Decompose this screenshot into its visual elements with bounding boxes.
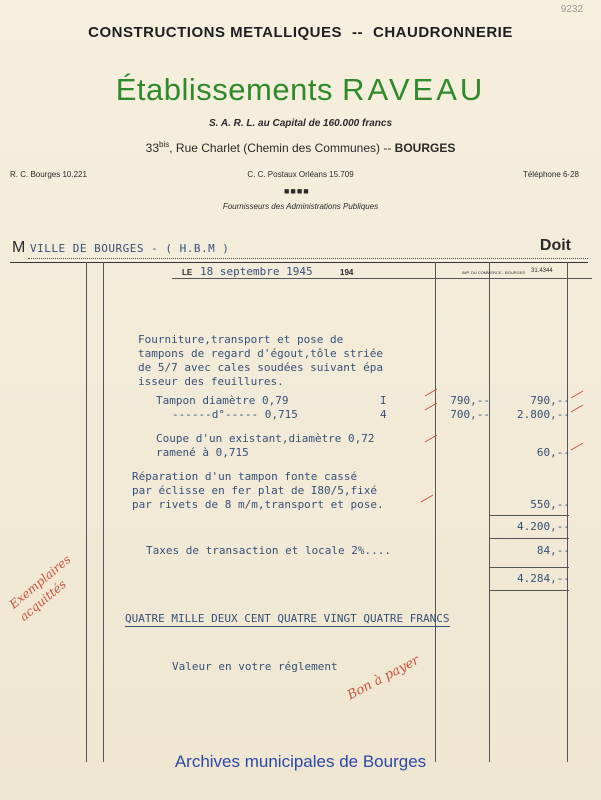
trade-register: R. C. Bourges 10.221 bbox=[10, 170, 87, 179]
telephone: Téléphone 6-28 bbox=[522, 170, 579, 179]
line2-unit-price: 700,-- bbox=[450, 408, 490, 421]
grand-total-underline bbox=[489, 590, 569, 591]
subtotal: 4.200,-- bbox=[517, 520, 570, 533]
repair-total: 550,-- bbox=[530, 498, 570, 511]
column-rule-right bbox=[567, 262, 568, 762]
valeur-note: Valeur en votre réglement bbox=[172, 660, 338, 673]
trade-separator: -- bbox=[352, 24, 364, 41]
line1-total: 790,-- bbox=[530, 394, 570, 407]
trade-boiler: CHAUDRONNERIE bbox=[373, 24, 513, 41]
date-rule bbox=[172, 278, 592, 279]
addressee-dotted-line bbox=[28, 258, 588, 259]
line1-description: Tampon diamètre 0,79 bbox=[156, 394, 289, 407]
line2-total: 2.800,-- bbox=[517, 408, 570, 421]
cut-total: 60,-- bbox=[536, 446, 570, 459]
item-intro: Fourniture,transport et pose de tampons de regard d'égout,tôle striée de 5/7 avec cales soudées suivant épa isseur des feuillures. bbox=[138, 333, 384, 388]
company-capital: S. A. R. L. au Capital de 160.000 francs bbox=[208, 118, 393, 129]
ornament-icon: ■■■■ bbox=[284, 186, 310, 196]
address-bis: bis bbox=[159, 140, 170, 149]
invoice-date: 18 septembre 1945 bbox=[200, 265, 313, 278]
address-number: 33 bbox=[145, 141, 160, 155]
handwritten-left-note: Exemplaires acquittés bbox=[6, 552, 74, 624]
table-top-rule bbox=[10, 262, 588, 263]
column-rule-left-inner bbox=[103, 262, 104, 762]
archive-corner-mark: 9232 bbox=[560, 4, 583, 15]
addressee-name: VILLE DE BOURGES - ( H.B.M ) bbox=[30, 242, 230, 255]
grand-total-rule bbox=[489, 567, 569, 568]
trade-metallic: CONSTRUCTIONS METALLIQUES bbox=[88, 24, 343, 41]
column-rule-total bbox=[489, 262, 490, 762]
tax-total: 84,-- bbox=[536, 544, 570, 557]
postal-account: C. C. Postaux Orléans 15.709 bbox=[247, 170, 354, 179]
company-prefix: Établissements bbox=[115, 72, 333, 107]
date-year-prefix: 194 bbox=[340, 268, 354, 277]
amount-in-words: QUATRE MILLE DEUX CENT QUATRE VINGT QUATRE FRANCS bbox=[125, 612, 450, 625]
tax-description: Taxes de transaction et locale 2%.... bbox=[146, 544, 392, 557]
cut-description: Coupe d'un existant,diamètre 0,72 ramené à 0,715 bbox=[156, 432, 375, 459]
column-rule-left bbox=[86, 262, 87, 762]
subtotal-rule bbox=[489, 515, 569, 516]
printer-imprint: IMP. DU COMMERCE - BOURGES bbox=[462, 270, 526, 275]
grand-total: 4.284,-- bbox=[517, 572, 570, 585]
line1-unit-price: 790,-- bbox=[450, 394, 490, 407]
supplier-note: Fournisseurs des Administrations Publiques bbox=[222, 202, 379, 211]
subtotal-underline bbox=[489, 538, 569, 539]
company-raveau: RAVEAU bbox=[342, 72, 486, 107]
handwritten-approval: Bon à payer bbox=[345, 652, 422, 704]
line2-description: ------d°----- 0,715 bbox=[172, 408, 298, 421]
line2-quantity: 4 bbox=[380, 408, 387, 421]
address-city: BOURGES bbox=[394, 141, 456, 155]
trade-heading bbox=[0, 24, 601, 41]
date-le-label: LE bbox=[182, 268, 193, 277]
form-number: 31.4344 bbox=[531, 268, 553, 274]
archive-caption: Archives municipales de Bourges bbox=[174, 752, 427, 771]
line1-quantity: I bbox=[380, 394, 387, 407]
company-name bbox=[0, 72, 601, 108]
doit-label: Doit bbox=[539, 237, 571, 254]
addressee-m: M bbox=[12, 239, 26, 256]
repair-description: Réparation d'un tampon fonte cassé par éclisse en fer plat de I80/5,fixé par rivets de 8 m/m,transport et pose. bbox=[132, 470, 384, 511]
address-street: , Rue Charlet (Chemin des Communes) -- bbox=[169, 141, 395, 155]
column-rule-unit bbox=[435, 262, 436, 762]
company-address bbox=[0, 140, 601, 155]
